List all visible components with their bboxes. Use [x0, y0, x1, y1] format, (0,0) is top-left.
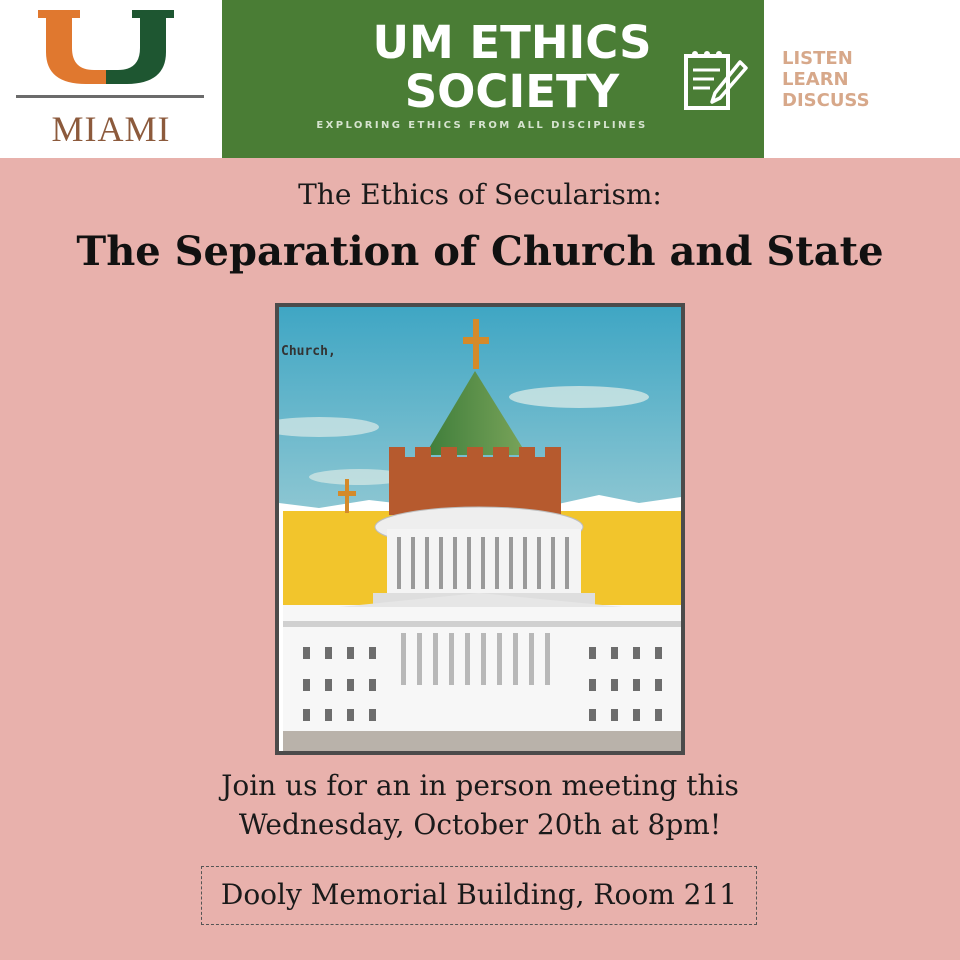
motto-discuss: DISCUSS — [782, 90, 870, 111]
event-details-line1: Join us for an in person meeting this — [221, 769, 739, 802]
society-title-line2: SOCIETY — [404, 65, 620, 118]
event-details-line2: Wednesday, October 20th at 8pm! — [238, 808, 722, 841]
motto-listen: LISTEN — [782, 48, 853, 69]
u-logo-icon — [36, 8, 176, 86]
event-details — [0, 766, 960, 844]
society-title — [362, 18, 662, 116]
society-title-line1: UM ETHICS — [372, 16, 652, 69]
motto-words — [782, 48, 870, 111]
motto-learn: LEARN — [782, 69, 849, 90]
header-banner — [0, 0, 960, 158]
event-location: Dooly Memorial Building, Room 211 — [201, 866, 757, 925]
notepad-pencil-icon — [680, 46, 750, 116]
artwork-caption: Church, — [281, 344, 336, 359]
logo-wordmark: MIAMI — [51, 109, 171, 149]
logo-divider — [16, 95, 204, 98]
church-capitol-collage-image — [279, 307, 681, 751]
event-title: The Separation of Church and State — [76, 228, 884, 275]
miami-logo — [0, 0, 222, 158]
event-subtitle: The Ethics of Secularism: — [298, 178, 662, 211]
society-tagline: EXPLORING ETHICS FROM ALL DISCIPLINES — [316, 120, 648, 131]
